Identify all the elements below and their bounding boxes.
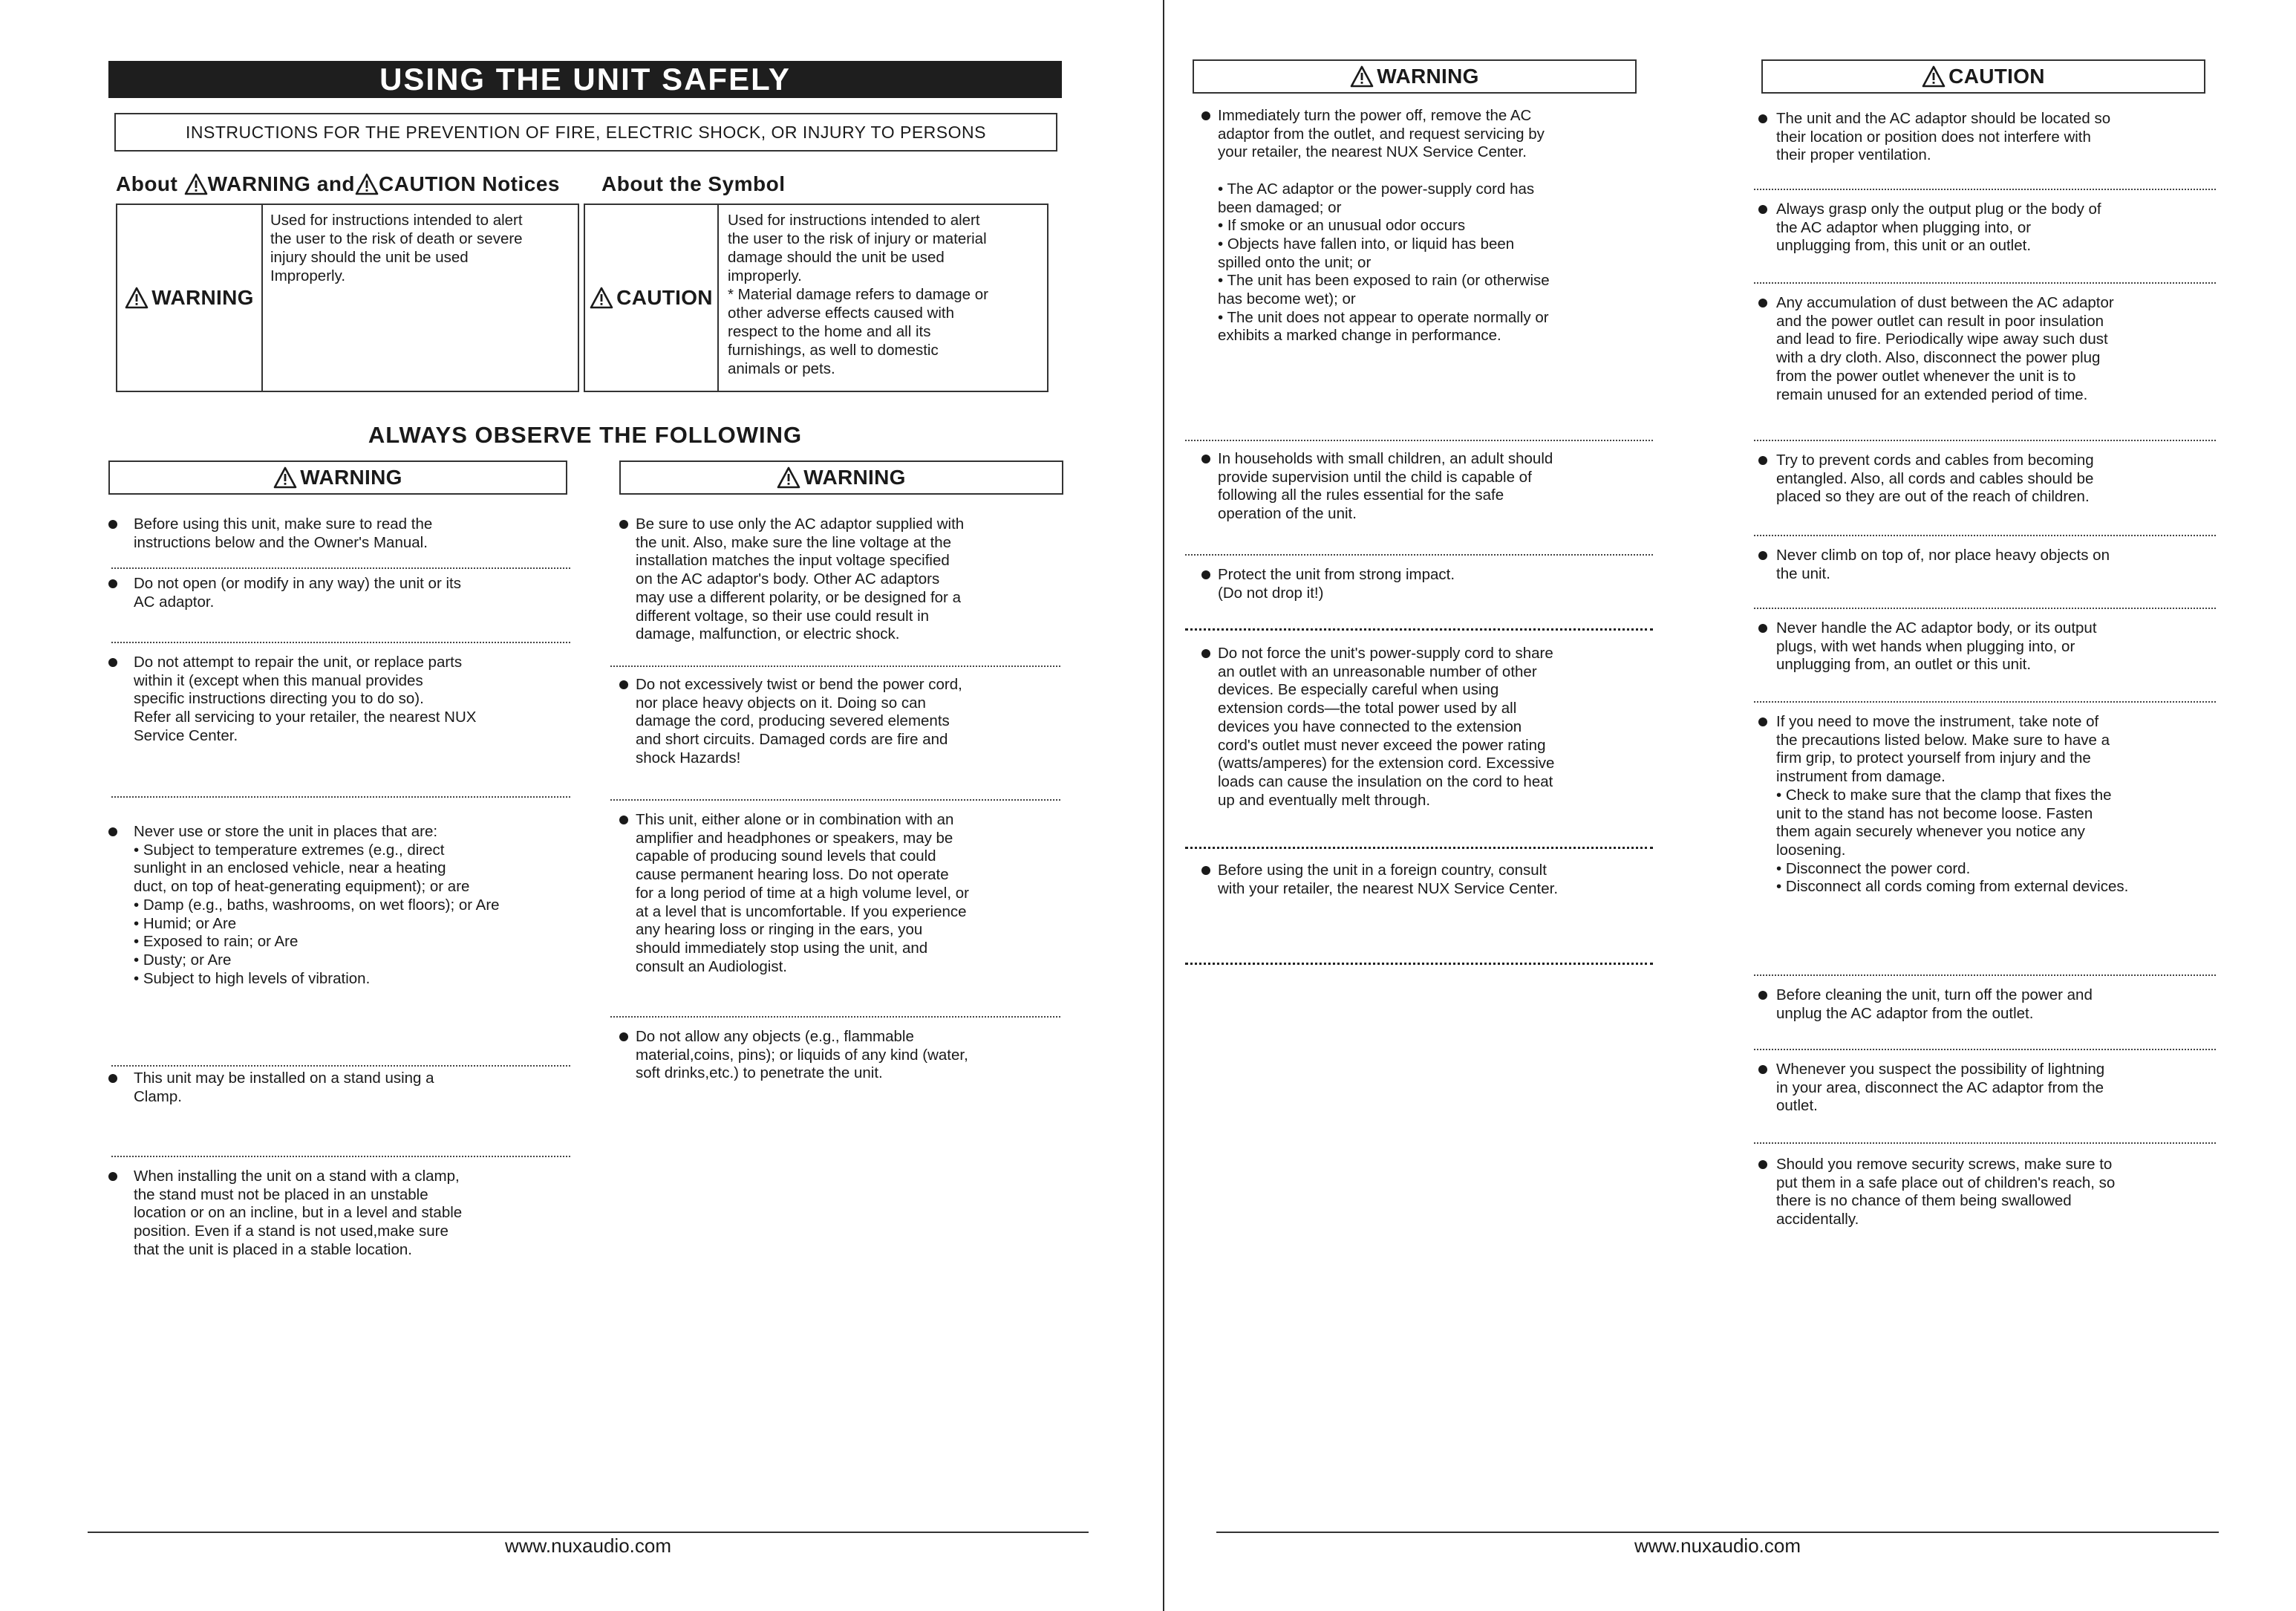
footer-url[interactable]: www.nuxaudio.com — [505, 1534, 671, 1557]
list-item: This unit, either alone or in combination with an amplifier and headphones or speakers, may be capable of producing sound levels that could cause permanent hearing loss. Do not operate for a long period of time at a high volume level, or at a level that is uncomfortable. If you experience any hearing loss or ringing in the ears, you should immediately stop using the unit, and consult an Audiologist. — [636, 811, 969, 975]
warning-symbol-label: WARNING — [151, 286, 254, 309]
bullet-icon — [1758, 1160, 1767, 1169]
bullet-icon — [1201, 866, 1210, 875]
dotted-separator — [610, 799, 1060, 801]
bullet-icon — [1201, 570, 1210, 579]
footer-url[interactable]: www.nuxaudio.com — [1634, 1534, 1801, 1557]
dotted-separator — [111, 642, 570, 643]
dotted-separator — [1754, 535, 2216, 536]
list-item: Immediately turn the power off, remove the AC adaptor from the outlet, and request servicing by your retailer, the nearest NUX Service Center. • The AC adaptor or the power-supply cord has been damaged; or • If smoke or an unusual odor occurs • Objects have fallen into, or liquid has been spilled onto the unit; or • The unit has been exposed to rain (or otherwise has become wet); or • The unit does not appear to operate normally or exhibits a marked change in performance. — [1218, 107, 1550, 345]
warning-header-col3 — [1193, 59, 1637, 94]
list-item: This unit may be installed on a stand using a Clamp. — [134, 1070, 434, 1105]
warning-triangle-icon — [273, 466, 297, 489]
about-notices-and: and — [310, 172, 356, 195]
warning-triangle-icon — [1350, 65, 1374, 88]
bullet-icon — [619, 816, 628, 824]
dotted-separator — [1185, 554, 1653, 556]
list-item: Any accumulation of dust between the AC adaptor and the power outlet can result in poor insulation and lead to fire. Periodically wipe away such dust with a dry cloth. Also, disconnect the power plug from the power outlet whenever the unit is to remain unused for an extended period of time. — [1776, 294, 2114, 403]
bullet-icon — [1758, 114, 1767, 123]
warning-header-col2 — [619, 460, 1063, 495]
warning-header-text: WARNING — [1377, 65, 1479, 88]
caution-symbol-cell — [585, 205, 719, 391]
instructions-banner: INSTRUCTIONS FOR THE PREVENTION OF FIRE, ELECTRIC SHOCK, OR INJURY TO PERSONS — [114, 113, 1057, 152]
dotted-separator — [610, 1016, 1060, 1018]
dotted-separator — [1754, 189, 2216, 190]
caution-definition-box — [584, 204, 1048, 392]
footer-rule — [88, 1532, 1089, 1533]
bullet-icon — [1758, 717, 1767, 726]
list-item: Protect the unit from strong impact. (Do not drop it!) — [1218, 566, 1455, 602]
warning-header-col1 — [108, 460, 567, 495]
warning-definition-text: Used for instructions intended to alert the user to the risk of death or severe injury should the unit be used Improperly. — [270, 212, 523, 284]
caution-definition-text: Used for instructions intended to alert the user to the risk of injury or material damage should the unit be used improperly. * Material damage refers to damage or other adverse effects caused with respect to the home and all its furnishings, as well to domestic animals or pets. — [728, 212, 988, 377]
list-item: Never climb on top of, nor place heavy objects on the unit. — [1776, 547, 2110, 582]
dotted-separator — [1754, 440, 2216, 441]
dotted-separator — [111, 1065, 570, 1067]
caution-symbol-label: CAUTION — [616, 286, 713, 309]
about-notices-heading — [116, 172, 560, 196]
warning-triangle-icon — [777, 466, 800, 489]
dotted-separator — [111, 567, 570, 569]
warning-triangle-icon — [184, 173, 208, 195]
warning-header-text: WARNING — [803, 466, 906, 489]
dotted-separator — [1754, 701, 2216, 703]
bullet-icon — [1758, 1065, 1767, 1074]
dotted-separator — [111, 1156, 570, 1157]
list-item: Before using the unit in a foreign country, consult with your retailer, the nearest NUX Service Center. — [1218, 862, 1559, 897]
bullet-icon — [1758, 299, 1767, 307]
dotted-separator — [1754, 974, 2216, 976]
dotted-separator — [610, 665, 1060, 667]
list-item: Whenever you suspect the possibility of lightning in your area, disconnect the AC adaptor from the outlet. — [1776, 1061, 2105, 1115]
caution-header-text: CAUTION — [1948, 65, 2045, 88]
list-item: Do not excessively twist or bend the power cord, nor place heavy objects on it. Doing so can damage the cord, producing severed elements and short circuits. Damaged cords are fire and shock Hazards! — [636, 676, 962, 767]
bullet-icon — [1758, 624, 1767, 633]
warning-header-text: WARNING — [300, 466, 402, 489]
list-item: Do not open (or modify in any way) the unit or its AC adaptor. — [134, 575, 461, 611]
bullet-icon — [1758, 991, 1767, 1000]
warning-symbol — [125, 286, 253, 310]
warning-header-label — [273, 466, 402, 489]
bullet-icon — [619, 520, 628, 529]
warning-symbol-cell — [117, 205, 263, 391]
list-item: When installing the unit on a stand with a clamp, the stand must not be placed in an unstable location or on an incline, but in a level and stable position. Even if a stand is not used,make sure that the unit is placed in a stable location. — [134, 1168, 463, 1258]
dotted-separator — [111, 796, 570, 798]
page-title: USING THE UNIT SAFELY — [108, 61, 1062, 98]
dotted-separator — [1185, 847, 1653, 849]
dotted-separator — [1185, 628, 1653, 631]
about-symbol-heading: About the Symbol — [601, 172, 786, 195]
warning-triangle-icon — [1922, 65, 1946, 88]
list-item: Before cleaning the unit, turn off the power and unplug the AC adaptor from the outlet. — [1776, 986, 2093, 1022]
warning-header-label — [777, 466, 905, 489]
list-item: Do not allow any objects (e.g., flammable material,coins, pins); or liquids of any kind (water, soft drinks,etc.) to penetrate the unit. — [636, 1028, 968, 1082]
dotted-separator — [1185, 440, 1653, 441]
list-item: Should you remove security screws, make sure to put them in a safe place out of children's reach, so there is no chance of them being swallowed accidentally. — [1776, 1156, 2116, 1228]
about-notices-prefix: About — [116, 172, 184, 195]
list-item: Do not force the unit's power-supply cord to share an outlet with an unreasonable number of other devices. Be especially careful when using extension cords—the total power used by all devices you have connected to the extension cord's outlet must never exceed the power rating (watts/amperes) for the extension cord. Excessive loads can cause the insulation on the cord to heat up and eventually melt through. — [1218, 645, 1555, 809]
bullet-icon — [1201, 649, 1210, 658]
dotted-separator — [1754, 1049, 2216, 1050]
list-item: Never use or store the unit in places that are: • Subject to temperature extremes (e.g., direct sunlight in an enclosed vehicle, near a heating duct, on top of heat-generating equipment); or are • Damp (e.g., baths, washrooms, on wet floors); or Are • Humid; or Are • Exposed to rain; or Are • Dusty; or Are • Subject to high levels of vibration. — [134, 823, 500, 987]
bullet-icon — [108, 658, 117, 667]
dotted-separator — [1185, 963, 1653, 965]
warning-triangle-icon — [355, 173, 379, 195]
list-item: Never handle the AC adaptor body, or its output plugs, with wet hands when plugging into, or unplugging from, an outlet or this unit. — [1776, 619, 2097, 674]
about-notices-warning: WARNING — [207, 172, 311, 195]
dotted-separator — [1754, 1142, 2216, 1144]
bullet-icon — [108, 1172, 117, 1181]
bullet-icon — [108, 520, 117, 529]
bullet-icon — [108, 827, 117, 836]
always-observe-heading: ALWAYS OBSERVE THE FOLLOWING — [368, 422, 803, 448]
bullet-icon — [108, 1074, 117, 1083]
bullet-icon — [1201, 111, 1210, 120]
warning-header-label — [1350, 65, 1478, 88]
bullet-icon — [619, 1032, 628, 1041]
list-item: Always grasp only the output plug or the body of the AC adaptor when plugging into, or unplugging from, this unit or an outlet. — [1776, 201, 2101, 255]
caution-symbol — [590, 286, 713, 310]
bullet-icon — [1758, 456, 1767, 465]
caution-header-col4 — [1761, 59, 2205, 94]
list-item: Try to prevent cords and cables from becoming entangled. Also, all cords and cables should be placed so they are out of the reach of children. — [1776, 452, 2094, 506]
dotted-separator — [1754, 608, 2216, 609]
caution-header-label — [1922, 65, 2045, 88]
bullet-icon — [108, 579, 117, 588]
about-notices-caution: CAUTION — [379, 172, 477, 195]
list-item: The unit and the AC adaptor should be located so their location or position does not interfere with their proper ventilation. — [1776, 110, 2111, 164]
warning-triangle-icon — [590, 287, 613, 309]
bullet-icon — [1758, 551, 1767, 560]
bullet-icon — [619, 680, 628, 689]
about-notices-suffix: Notices — [476, 172, 561, 195]
bullet-icon — [1201, 455, 1210, 463]
dotted-separator — [1754, 282, 2216, 284]
list-item: Be sure to use only the AC adaptor supplied with the unit. Also, make sure the line voltage at the installation matches the input voltage specified on the AC adaptor's body. Other AC adaptors may use a different polarity, or be designed for a different voltage, so their use could result in damage, malfunction, or electric shock. — [636, 515, 965, 643]
list-item: Before using this unit, make sure to read the instructions below and the Owner's Manual. — [134, 515, 433, 551]
list-item: Do not attempt to repair the unit, or replace parts within it (except when this manual provides specific instructions directing you to do so). Refer all servicing to your retailer, the nearest NUX Service Center. — [134, 654, 477, 744]
bullet-icon — [1758, 205, 1767, 214]
warning-definition-box — [116, 204, 579, 392]
list-item: If you need to move the instrument, take note of the precautions listed below. Make sure to have a firm grip, to protect yourself from injury and the instrument from damage. • Check to make sure that the clamp that fixes the unit to the stand has not become loose. Fasten them again securely whenever you notice any loosening. • Disconnect the power cord. • Disconnect all cords coming from external devices. — [1776, 713, 2129, 896]
page-divider — [1163, 0, 1164, 1611]
footer-rule — [1216, 1532, 2219, 1533]
warning-triangle-icon — [125, 287, 149, 309]
list-item: In households with small children, an adult should provide supervision until the child is capable of following all the rules essential for the safe operation of the unit. — [1218, 450, 1553, 523]
